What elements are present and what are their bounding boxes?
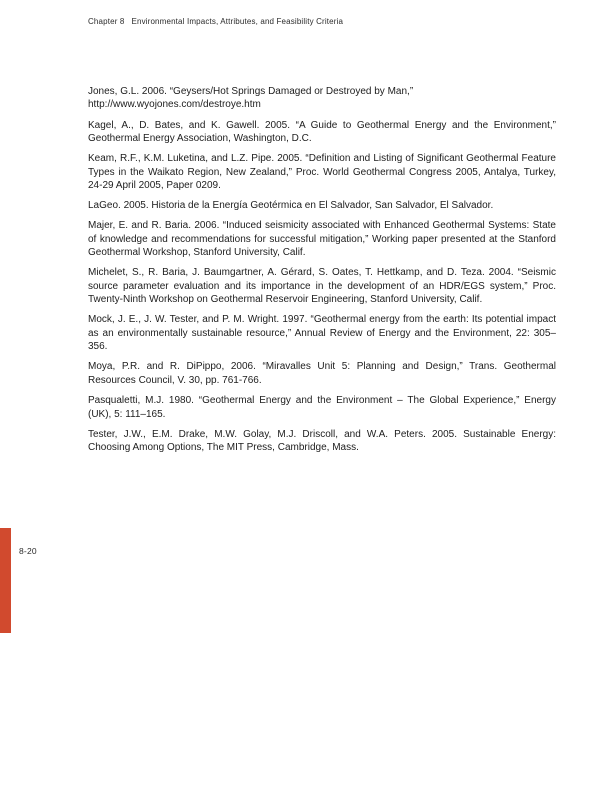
reference-entry: Kagel, A., D. Bates, and K. Gawell. 2005. “A Guide to Geothermal Energy and the Environment,” Geothermal Energy Association, Washington, D.C. xyxy=(88,119,556,145)
chapter-title: Environmental Impacts, Attributes, and Feasibility Criteria xyxy=(131,17,344,26)
chapter-label: Chapter 8 xyxy=(88,17,125,26)
running-header xyxy=(88,17,343,26)
reference-entry: Tester, J.W., E.M. Drake, M.W. Golay, M.J. Driscoll, and W.A. Peters. 2005. Sustainable Energy: Choosing Among Options, The MIT Press, Cambridge, Mass. xyxy=(88,428,556,454)
reference-url: http://www.wyojones.com/destroye.htm xyxy=(88,99,261,111)
page-number: 8-20 xyxy=(19,546,37,556)
references-list xyxy=(88,85,556,461)
reference-entry: Mock, J. E., J. W. Tester, and P. M. Wright. 1997. “Geothermal energy from the earth: Its potential impact as an environmentally sustainable resource,” Annual Review of Energy and the Environment, 22: 305–356. xyxy=(88,314,556,353)
reference-text: Jones, G.L. 2006. “Geysers/Hot Springs Damaged or Destroyed by Man,” xyxy=(88,86,414,97)
reference-entry: Michelet, S., R. Baria, J. Baumgartner, A. Gérard, S. Oates, T. Hettkamp, and D. Teza. 2004. “Seismic source parameter evaluation and its importance in the development of an HDR/EGS system,” Proc. Twenty-Ninth Workshop on Geothermal Reservoir Engineering, Stanford University, Calif. xyxy=(88,267,556,306)
reference-entry: Pasqualetti, M.J. 1980. “Geothermal Energy and the Environment – The Global Experience,” Energy (UK), 5: 111–165. xyxy=(88,395,556,420)
reference-entry: Majer, E. and R. Baria. 2006. “Induced seismicity associated with Enhanced Geothermal Systems: State of knowledge and recommendations for successful mitigation,” Working paper presented at the Stanford Geothermal Workshop, Stanford University, Calif. xyxy=(88,220,556,259)
page-tab-bar xyxy=(0,528,11,633)
reference-entry: Keam, R.F., K.M. Luketina, and L.Z. Pipe. 2005. “Definition and Listing of Significant Geothermal Feature Types in the Waikato Region, New Zealand,” Proc. World Geothermal Congress 2005, Antalya, Turkey, 24-29 April 2005, Paper 0209. xyxy=(88,153,556,192)
reference-entry: LaGeo. 2005. Historia de la Energía Geotérmica en El Salvador, San Salvador, El Salvador. xyxy=(88,200,494,212)
reference-entry: Moya, P.R. and R. DiPippo, 2006. “Miravalles Unit 5: Planning and Design,” Trans. Geothermal Resources Council, V. 30, pp. 761-766. xyxy=(88,361,556,386)
reference-entry xyxy=(88,85,556,112)
